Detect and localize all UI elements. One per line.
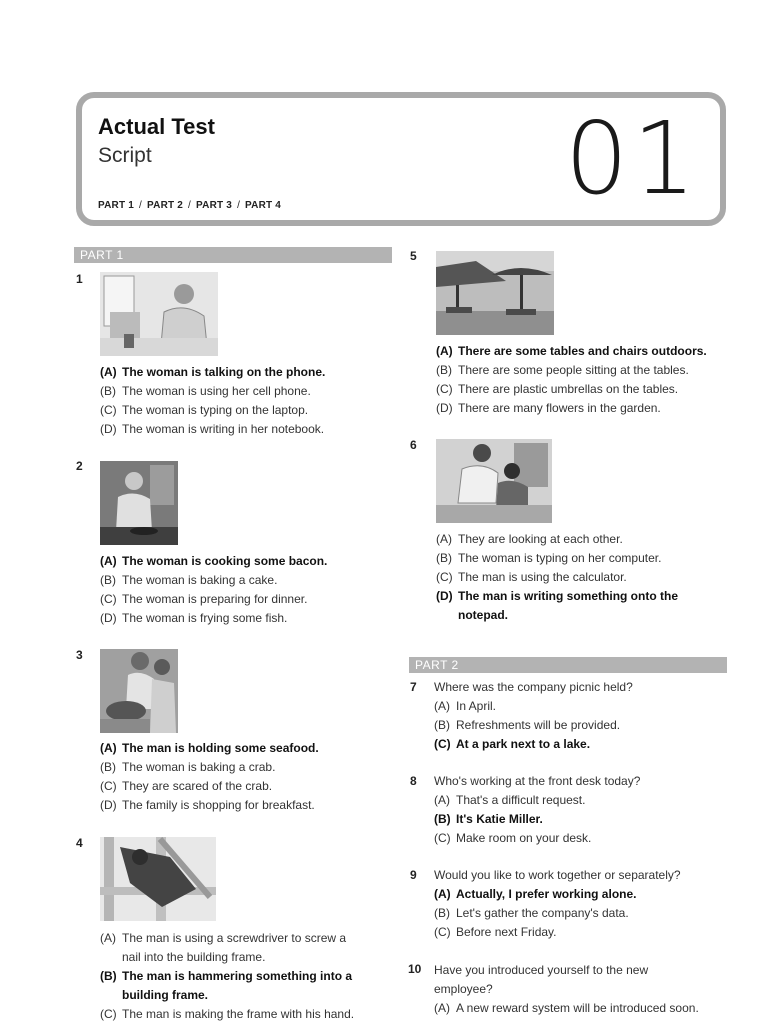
question-3-options bbox=[100, 739, 319, 815]
option-item: (B) Let's gather the company's data. bbox=[434, 906, 629, 920]
part1-section-bar: PART 1 bbox=[74, 247, 392, 263]
option-item: (C) Before next Friday. bbox=[434, 925, 557, 939]
question-number-6: 6 bbox=[410, 438, 417, 452]
question-4-photo bbox=[100, 837, 216, 921]
option-item: (A) The man is holding some seafood. bbox=[100, 741, 319, 755]
option-item: (A) They are looking at each other. bbox=[436, 532, 623, 546]
question-number-3: 3 bbox=[76, 648, 83, 662]
option-item: (A) Actually, I prefer working alone. bbox=[434, 887, 637, 901]
option-item: (A) A new reward system will be introduced soon. bbox=[434, 1001, 699, 1015]
question-3-photo bbox=[100, 649, 178, 733]
option-item: (A) That's a difficult request. bbox=[434, 793, 586, 807]
option-item: (C) Make room on your desk. bbox=[434, 831, 592, 845]
question-number-1: 1 bbox=[76, 272, 83, 286]
option-item: (C) The woman is typing on the laptop. bbox=[100, 403, 309, 417]
part-link-2: PART 2 bbox=[147, 200, 184, 211]
option-item: (A) The man is using a screwdriver to screw a nail into the building frame. bbox=[100, 931, 347, 964]
header-subtitle: Script bbox=[98, 144, 152, 167]
option-item: (C) The man is making the frame with his hand. bbox=[100, 1007, 355, 1021]
option-item: (D) The family is shopping for breakfast. bbox=[100, 798, 315, 812]
question-10-text: Have you introduced yourself to the new bbox=[434, 963, 649, 977]
option-item: (B) It's Katie Miller. bbox=[434, 812, 543, 826]
question-number-8: 8 bbox=[410, 774, 417, 788]
option-item: (D) The man is writing something onto the notepad. bbox=[436, 589, 679, 622]
question-number-4: 4 bbox=[76, 836, 83, 850]
question-number-7: 7 bbox=[410, 680, 417, 694]
question-number-9: 9 bbox=[410, 868, 417, 882]
header-title: Actual Test bbox=[98, 114, 215, 139]
part-link-1: PART 1 bbox=[98, 200, 135, 211]
question-8-block bbox=[434, 772, 640, 848]
question-number-5: 5 bbox=[410, 249, 417, 263]
question-7-block bbox=[434, 678, 633, 754]
question-6-options bbox=[436, 530, 678, 625]
option-item: (A) The woman is talking on the phone. bbox=[100, 365, 326, 379]
question-2-options bbox=[100, 552, 327, 628]
question-number-2: 2 bbox=[76, 459, 83, 473]
question-2-photo bbox=[100, 461, 178, 545]
option-item: (B) The woman is typing on her computer. bbox=[436, 551, 662, 565]
option-item: (B) Refreshments will be provided. bbox=[434, 718, 621, 732]
option-item: (A) The woman is cooking some bacon. bbox=[100, 554, 328, 568]
option-item: (C) At a park next to a lake. bbox=[434, 737, 591, 751]
question-9-block bbox=[434, 866, 681, 942]
option-item: (B) There are some people sitting at the tables. bbox=[436, 363, 689, 377]
option-item: (C) There are plastic umbrellas on the tables. bbox=[436, 382, 679, 396]
part-link-3: PART 3 bbox=[196, 200, 233, 211]
question-1-photo bbox=[100, 272, 218, 356]
option-item: (C) They are scared of the crab. bbox=[100, 779, 273, 793]
question-4-options bbox=[100, 929, 354, 1024]
question-5-photo bbox=[436, 251, 554, 335]
option-item: (A) In April. bbox=[434, 699, 497, 713]
option-item: (D) The woman is frying some fish. bbox=[100, 611, 288, 625]
question-5-options bbox=[436, 342, 707, 418]
option-item: (D) The woman is writing in her notebook. bbox=[100, 422, 325, 436]
option-item: (B) The woman is baking a crab. bbox=[100, 760, 276, 774]
option-item: (B) The woman is baking a cake. bbox=[100, 573, 278, 587]
part2-section-bar: PART 2 bbox=[409, 657, 727, 673]
option-item: (D) There are many flowers in the garden. bbox=[436, 401, 661, 415]
question-8-text: Who's working at the front desk today? bbox=[434, 774, 641, 788]
parts-list: PART 1 / PART 2 / PART 3 / PART 4 bbox=[98, 200, 282, 211]
question-6-photo bbox=[436, 439, 552, 523]
part-link-4: PART 4 bbox=[245, 200, 282, 211]
option-item: (B) The man is hammering something into a building frame. bbox=[100, 969, 353, 1002]
option-item: (B) The woman is using her cell phone. bbox=[100, 384, 311, 398]
question-number-10: 10 bbox=[408, 962, 422, 976]
question-1-options bbox=[100, 363, 325, 439]
test-header bbox=[76, 92, 726, 226]
test-number: 01 bbox=[564, 100, 700, 217]
question-9-text: Would you like to work together or separately? bbox=[434, 868, 681, 882]
option-item: (C) The woman is preparing for dinner. bbox=[100, 592, 308, 606]
question-7-text: Where was the company picnic held? bbox=[434, 680, 633, 694]
question-10-block bbox=[434, 961, 699, 1018]
option-item: (A) There are some tables and chairs outdoors. bbox=[436, 344, 707, 358]
option-item: (C) The man is using the calculator. bbox=[436, 570, 627, 584]
question-10-text-cont: employee? bbox=[434, 982, 493, 996]
